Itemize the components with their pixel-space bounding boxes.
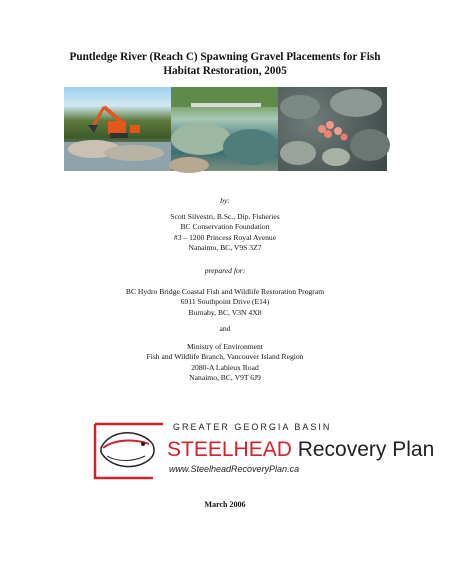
logo-top-text: GREATER GEORGIA BASIN	[173, 422, 332, 432]
cover-photo-strip	[64, 87, 387, 171]
logo-main-red: STEELHEAD	[167, 438, 292, 461]
prepared-for-label: prepared for:	[204, 266, 246, 275]
excavator-photo	[64, 87, 171, 171]
author-block	[60, 212, 390, 254]
by-label: by:	[220, 196, 230, 205]
author-address-2: Nanaimo, BC, V9S 3Z7	[188, 243, 262, 253]
client-1-block	[60, 287, 390, 318]
author-org: BC Conservation Foundation	[180, 222, 270, 232]
salmon-eggs-photo	[278, 87, 387, 171]
report-title	[60, 50, 390, 78]
logo-main-dark: Recovery Plan	[291, 438, 435, 461]
author-address-1: #3 – 1200 Princess Royal Avenue	[173, 232, 277, 242]
and-label: and	[219, 324, 231, 333]
steelhead-logo-graphic	[93, 418, 435, 482]
client-1-address-1: 6911 Southpoint Drive (E14)	[180, 297, 270, 307]
steelhead-recovery-logo	[93, 418, 435, 482]
client-2-block	[60, 342, 390, 384]
title-line-2: Habitat Restoration, 2005	[163, 65, 287, 77]
client-2-branch: Fish and Wildlife Branch, Vancouver Island Region	[146, 352, 304, 362]
report-date: March 2006	[204, 500, 246, 509]
client-2-name: Ministry of Environment	[187, 342, 263, 351]
author-name: Scott Silvestri, B.Sc., Dip. Fisheries	[170, 212, 280, 221]
title-line-1: Puntledge River (Reach C) Spawning Gravel Placements for Fish	[69, 51, 381, 63]
logo-url-text: www.SteelheadRecoveryPlan.ca	[169, 464, 300, 474]
river-photo	[171, 87, 278, 171]
client-1-address-2: Burnaby, BC, V3N 4X8	[188, 307, 262, 317]
client-1-name: BC Hydro Bridge Coastal Fish and Wildlife Restoration Program	[125, 287, 325, 296]
client-2-address-2: Nanaimo, BC, V9T 6J9	[189, 373, 261, 383]
logo-main-text	[167, 438, 434, 461]
fish-icon	[101, 433, 154, 467]
client-2-address-1: 2080-A Labieux Road	[191, 362, 259, 372]
